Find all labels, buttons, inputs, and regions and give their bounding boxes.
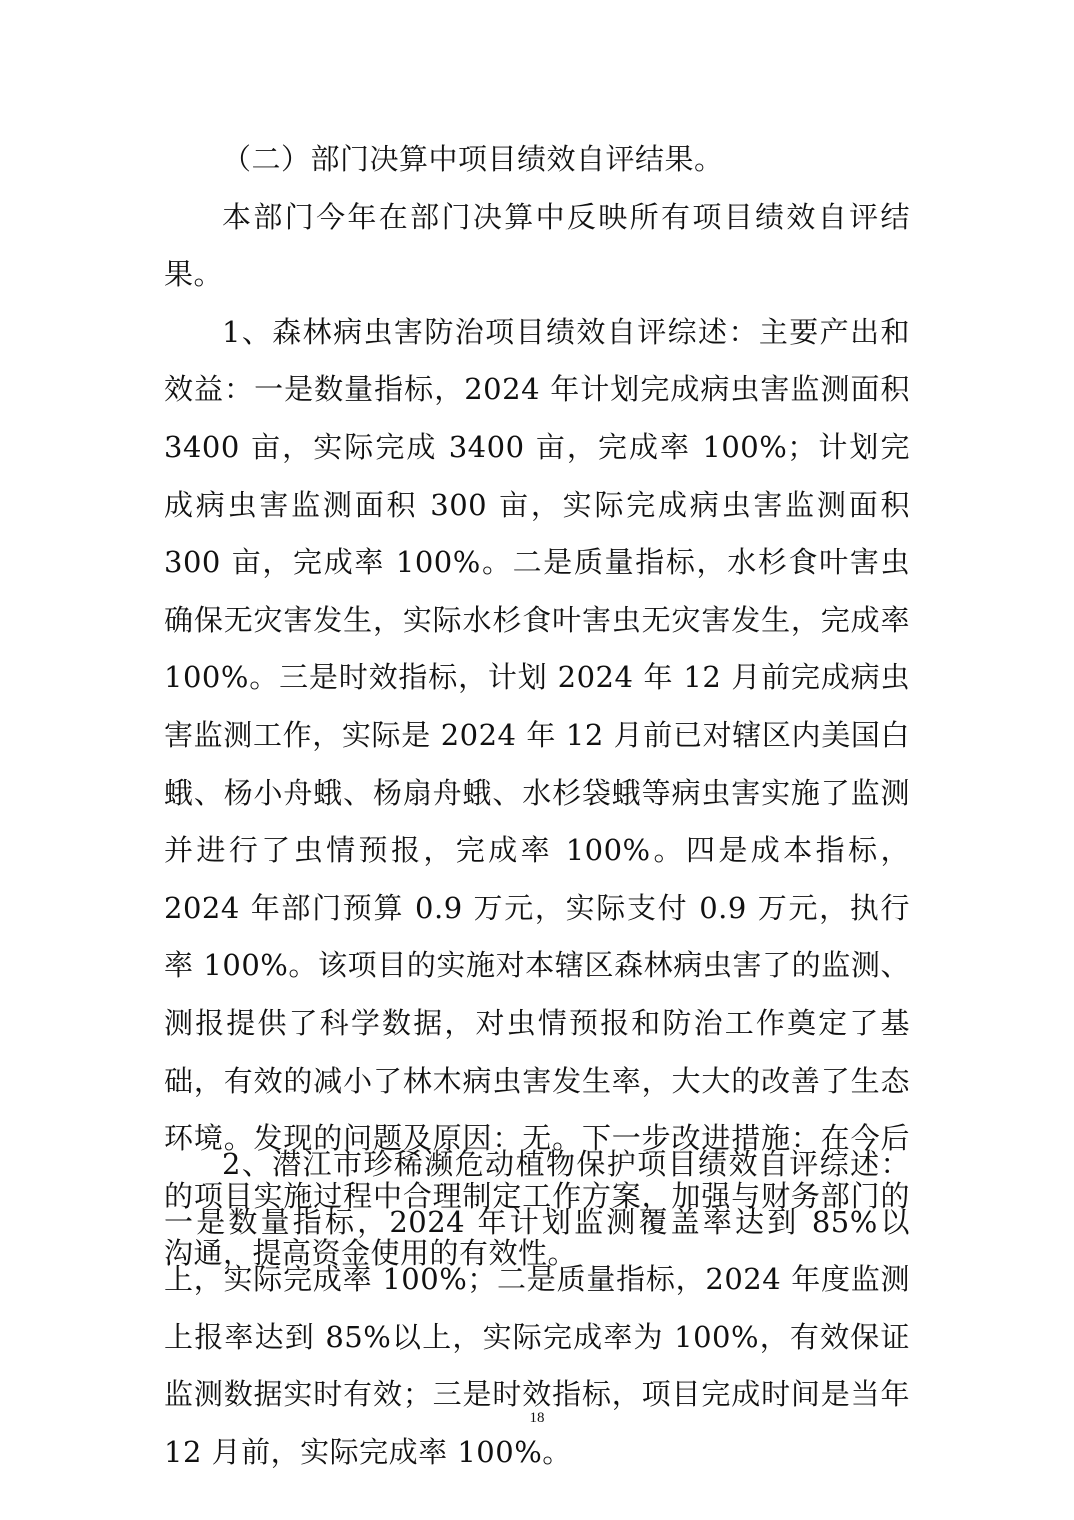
- body-text-block-2: [164, 1136, 910, 1482]
- paragraph-item-1: 1、森林病虫害防治项目绩效自评综述：主要产出和效益：一是数量指标，2024 年计划完成病虫害监测面积 3400 亩，实际完成 3400 亩，完成率 100%；计划完成病虫害监测面积 300 亩，实际完成病虫害监测面积 300 亩，完成率 100%。二是质量指标，水杉食叶害虫确保无灾害发生，实际水杉食叶害虫无灾害发生，完成率 100%。三是时效指标，计划 2024 年 12 月前完成病虫害监测工作，实际是 2024 年 12 月前已对辖区内美国白蛾、杨小舟蛾、杨扇舟蛾、水杉袋蛾等病虫害实施了监测并进行了虫情预报，完成率 100%。四是成本指标，2024 年部门预算 0.9 万元，实际支付 0.9 万元，执行率 100%。该项目的实施对本辖区森林病虫害了的监测、测报提供了科学数据，对虫情预报和防治工作奠定了基础，有效的减小了林木病虫害发生率，大大的改善了生态环境。发现的问题及原因：无。下一步改进措施：在今后的项目实施过程中合理制定工作方案，加强与财务部门的沟通，提高资金使用的有效性。: [164, 314, 910, 1271]
- intro-paragraph: 本部门今年在部门决算中反映所有项目绩效自评结果。: [164, 199, 910, 292]
- paragraph-item-2: 2、潜江市珍稀濒危动植物保护项目绩效自评综述：一是数量指标，2024 年计划监测覆盖率达到 85%以上，实际完成率 100%；二是质量指标，2024 年度监测上报率达到 85%以上，实际完成率为 100%，有效保证监测数据实时有效；三是时效指标，项目完成时间是当年 12 月前，实际完成率 100%。: [164, 1147, 910, 1469]
- body-text-block: [164, 131, 910, 1283]
- section-heading: （二）部门决算中项目绩效自评结果。: [222, 142, 724, 176]
- page-number: 18: [529, 1410, 545, 1426]
